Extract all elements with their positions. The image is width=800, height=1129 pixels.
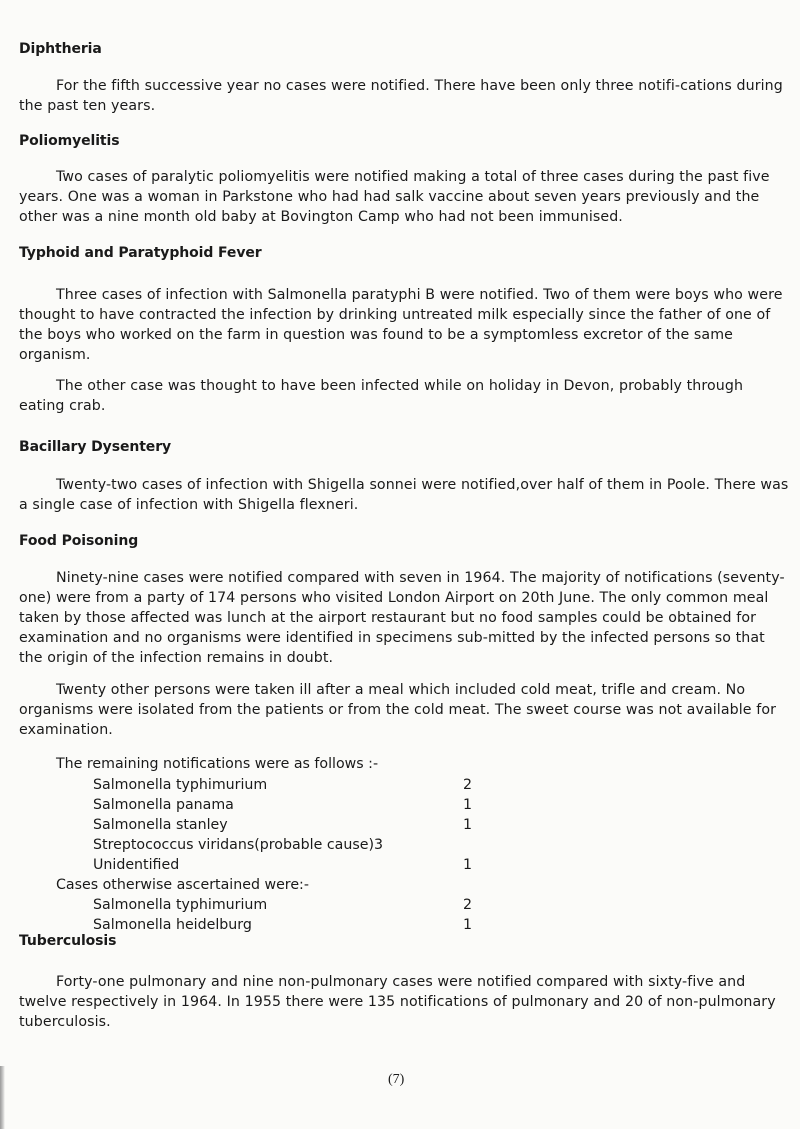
list-intro: The remaining notifications were as follows :- bbox=[56, 756, 379, 772]
polio-paragraph: Two cases of paralytic poliomyelitis were notified making a total of three cases during the past five years. One was a woman in Parkstone who had had salk vaccine about seven years previously and the other was a nine month old baby at Bovington Camp who had not been immunised. bbox=[19, 169, 770, 225]
tb-paragraph: Forty-one pulmonary and nine non-pulmonary cases were notified compared with sixty-five and twelve respectively in 1964. In 1955 there were 135 notifications of pulmonary and 20 of non-pulmonary tuberculosis. bbox=[19, 974, 776, 1030]
list-item: Streptococcus viridans(probable cause)3 bbox=[93, 837, 384, 853]
list-item: Salmonella panama 1 bbox=[93, 797, 473, 813]
list-item: Salmonella typhimurium 2 bbox=[93, 897, 473, 913]
typhoid-paragraph-2: The other case was thought to have been infected while on holiday in Devon, probably through eating crab. bbox=[19, 378, 744, 414]
list-item: Salmonella heidelburg 1 bbox=[93, 917, 473, 933]
heading-poliomyelitis: Poliomyelitis bbox=[19, 133, 120, 149]
page-edge-shadow bbox=[0, 1066, 5, 1129]
diphtheria-paragraph: For the fifth successive year no cases were notified. There have been only three notifi-cations during the past ten years. bbox=[19, 78, 783, 114]
page-number: (7) bbox=[388, 1072, 405, 1087]
other-list-intro: Cases otherwise ascertained were:- bbox=[56, 877, 309, 893]
heading-tuberculosis: Tuberculosis bbox=[19, 933, 117, 949]
food-paragraph-2: Twenty other persons were taken ill after a meal which included cold meat, trifle and cream. No organisms were isolated from the patients or from the cold meat. The sweet course was not available for examination. bbox=[19, 682, 777, 738]
heading-food-poisoning: Food Poisoning bbox=[19, 533, 139, 549]
list-item: Salmonella typhimurium 2 bbox=[93, 777, 473, 793]
list-item: Unidentified 1 bbox=[93, 857, 473, 873]
list-item: Salmonella stanley 1 bbox=[93, 817, 473, 833]
dysentery-paragraph: Twenty-two cases of infection with Shigella sonnei were notified,over half of them in Poole. There was a single case of infection with Shigella flexneri. bbox=[19, 477, 789, 513]
heading-dysentery: Bacillary Dysentery bbox=[19, 439, 172, 455]
food-paragraph-1: Ninety-nine cases were notified compared with seven in 1964. The majority of notifications (seventy-one) were from a party of 174 persons who visited London Airport on 20th June. The only common meal taken by those affected was lunch at the airport restaurant but no food samples could be obtained for examination and no organisms were identified in specimens sub-mitted by the infected persons so that the origin of the infection remains in doubt. bbox=[19, 570, 785, 666]
typhoid-paragraph-1: Three cases of infection with Salmonella paratyphi B were notified. Two of them were boys who were thought to have contracted the infection by drinking untreated milk especially since the father of one of the boys who worked on the farm in question was found to be a symptomless excretor of the same organism. bbox=[19, 287, 783, 363]
heading-typhoid: Typhoid and Paratyphoid Fever bbox=[19, 245, 262, 261]
heading-diphtheria: Diphtheria bbox=[19, 41, 102, 57]
